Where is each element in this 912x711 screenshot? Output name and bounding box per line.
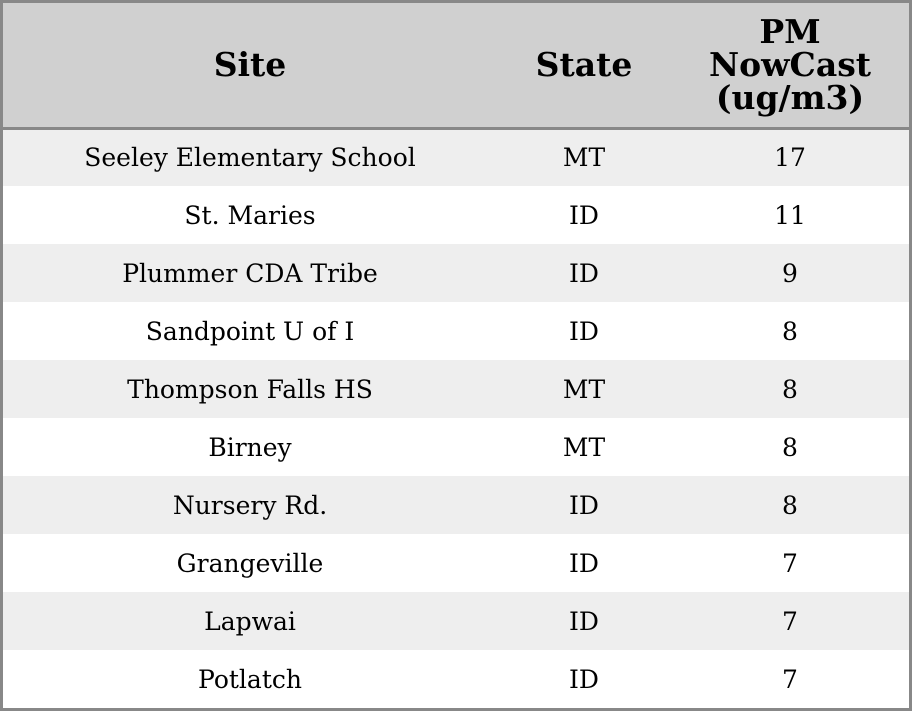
cell-site: St. Maries <box>184 200 316 230</box>
table-row <box>3 650 909 708</box>
table-row <box>3 360 909 418</box>
cell-state: ID <box>569 200 599 230</box>
header-pm-nowcast <box>671 3 909 128</box>
cell-state: ID <box>569 490 599 520</box>
pm-nowcast-table <box>3 3 909 708</box>
cell-site: Potlatch <box>198 664 302 694</box>
cell-pm: 17 <box>774 143 806 173</box>
cell-pm: 8 <box>782 432 798 462</box>
table-header <box>3 3 909 128</box>
cell-state: ID <box>569 316 599 346</box>
table-row <box>3 418 909 476</box>
table-row <box>3 128 909 186</box>
table-body <box>3 128 909 708</box>
cell-pm: 7 <box>782 664 798 694</box>
cell-pm: 11 <box>774 200 806 230</box>
table-row <box>3 592 909 650</box>
cell-pm: 9 <box>782 258 798 288</box>
header-pm-line-1: PM <box>759 12 821 52</box>
header-state: State <box>497 3 671 128</box>
cell-state: ID <box>569 548 599 578</box>
cell-state: MT <box>562 432 606 462</box>
header-pm-line-3: (ug/m3) <box>715 78 865 118</box>
cell-site: Sandpoint U of I <box>145 316 355 346</box>
cell-pm: 7 <box>782 606 798 636</box>
cell-state: ID <box>569 258 599 288</box>
cell-pm: 8 <box>782 316 798 346</box>
cell-site: Birney <box>208 432 292 462</box>
cell-site: Seeley Elementary School <box>84 143 416 173</box>
table-row <box>3 476 909 534</box>
cell-site: Lapwai <box>204 606 296 636</box>
table-row <box>3 534 909 592</box>
table-row <box>3 302 909 360</box>
cell-site: Plummer CDA Tribe <box>122 258 378 288</box>
header-row <box>3 3 909 128</box>
header-pm-line-2: NowCast <box>708 45 872 85</box>
cell-state: ID <box>569 606 599 636</box>
cell-state: MT <box>562 143 606 173</box>
table-row <box>3 186 909 244</box>
cell-state: ID <box>569 664 599 694</box>
cell-site: Grangeville <box>176 548 324 578</box>
cell-pm: 8 <box>782 490 798 520</box>
cell-state: MT <box>562 374 606 404</box>
table-row <box>3 244 909 302</box>
cell-site: Thompson Falls HS <box>127 374 373 404</box>
cell-pm: 8 <box>782 374 798 404</box>
cell-pm: 7 <box>782 548 798 578</box>
cell-site: Nursery Rd. <box>172 490 328 520</box>
header-site: Site <box>3 3 497 128</box>
